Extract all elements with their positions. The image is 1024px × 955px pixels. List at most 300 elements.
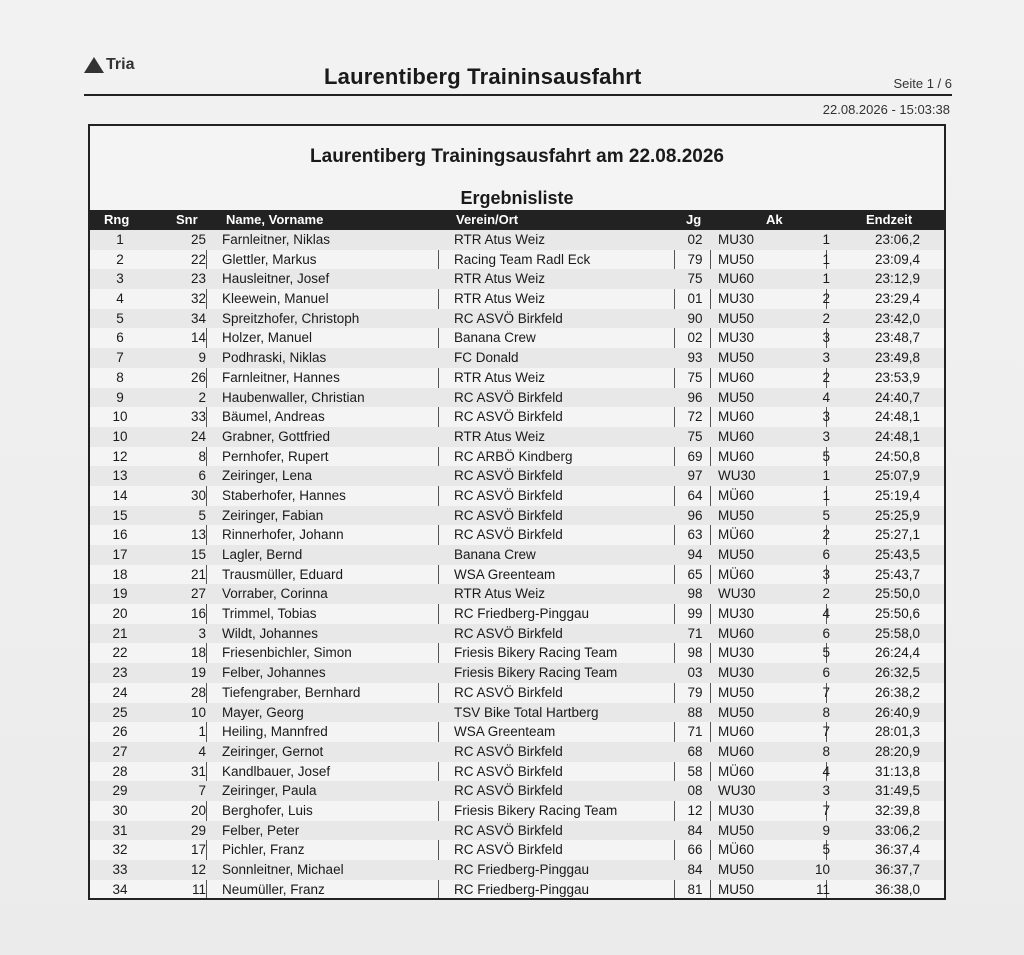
cell-class-rank: 8: [822, 743, 830, 759]
cell-start-number: 28: [190, 684, 206, 700]
cell-birth-year: 58: [687, 763, 703, 779]
cell-start-number: 13: [190, 527, 206, 543]
logo-text: Tria: [106, 56, 135, 73]
cell-finish-time: 33:06,2: [874, 822, 920, 838]
cell-start-number: 31: [190, 763, 206, 779]
table-row: [90, 525, 944, 545]
cell-start-number: 14: [190, 330, 206, 346]
cell-finish-time: 26:24,4: [874, 645, 920, 661]
cell-name: Glettler, Markus: [222, 251, 317, 267]
cell-age-class: MU30: [718, 645, 755, 661]
results-box: [88, 124, 946, 900]
cell-name: Vorraber, Corinna: [222, 586, 328, 602]
cell-class-rank: 10: [814, 862, 830, 877]
cell-name: Neumüller, Franz: [222, 881, 325, 897]
table-row: [90, 624, 944, 644]
table-row: [90, 545, 944, 565]
cell-start-number: 23: [190, 271, 206, 287]
cell-age-class: MU60: [718, 724, 755, 740]
cell-finish-time: 36:37,4: [874, 842, 920, 858]
cell-start-number: 4: [198, 743, 206, 759]
cell-club: Racing Team Radl Eck: [454, 251, 591, 267]
cell-finish-time: 28:01,3: [874, 724, 920, 740]
cell-name: Mayer, Georg: [222, 704, 304, 720]
cell-finish-time: 23:12,9: [874, 271, 920, 287]
cell-start-number: 6: [198, 468, 206, 484]
cell-club: WSA Greenteam: [454, 566, 556, 582]
cell-age-class: MU60: [718, 409, 755, 425]
table-row: [90, 486, 944, 506]
cell-name: Friesenbichler, Simon: [222, 645, 352, 661]
table-row: [90, 742, 944, 762]
cell-class-rank: 3: [822, 409, 830, 425]
cell-birth-year: 90: [687, 310, 703, 326]
cell-age-class: MÜ60: [718, 527, 755, 543]
cell-rank: 24: [112, 684, 128, 700]
cell-class-rank: 4: [822, 763, 830, 779]
cell-name: Tiefengraber, Bernhard: [222, 684, 361, 700]
cell-name: Pichler, Franz: [222, 842, 305, 858]
cell-finish-time: 23:29,4: [874, 291, 920, 307]
cell-age-class: WU30: [718, 586, 756, 602]
cell-club: RC ASVÖ Birkfeld: [454, 684, 563, 700]
table-row: [90, 328, 944, 348]
cell-age-class: MU50: [718, 507, 755, 523]
table-row: [90, 840, 944, 860]
cell-club: Banana Crew: [454, 330, 536, 346]
triangle-logo-icon: [84, 57, 104, 73]
table-row: [90, 801, 944, 821]
cell-class-rank: 6: [822, 665, 830, 681]
cell-rank: 30: [112, 802, 128, 818]
cell-class-rank: 7: [822, 684, 830, 700]
cell-club: RC ASVÖ Birkfeld: [454, 822, 563, 838]
cell-finish-time: 31:13,8: [874, 763, 920, 779]
table-row: [90, 368, 944, 388]
cell-age-class: MU50: [718, 881, 755, 897]
cell-class-rank: 2: [822, 310, 830, 326]
cell-class-rank: 8: [822, 704, 830, 720]
cell-start-number: 34: [190, 310, 206, 326]
cell-start-number: 17: [190, 842, 206, 858]
cell-rank: 5: [116, 310, 124, 326]
cell-class-rank: 11: [815, 881, 830, 897]
cell-name: Zeiringer, Gernot: [222, 743, 324, 759]
header-divider: [84, 94, 952, 96]
cell-name: Hausleitner, Josef: [222, 271, 330, 287]
cell-birth-year: 98: [687, 586, 703, 602]
table-row: [90, 880, 944, 900]
cell-birth-year: 97: [687, 468, 703, 484]
cell-rank: 15: [112, 507, 128, 523]
cell-name: Zeiringer, Paula: [222, 783, 317, 799]
cell-class-rank: 5: [822, 645, 830, 661]
cell-name: Spreitzhofer, Christoph: [222, 310, 360, 326]
cell-club: RC ASVÖ Birkfeld: [454, 507, 563, 523]
cell-rank: 32: [112, 842, 128, 858]
cell-finish-time: 25:43,5: [874, 547, 920, 562]
cell-club: Friesis Bikery Racing Team: [454, 802, 618, 818]
cell-name: Felber, Johannes: [222, 665, 326, 681]
cell-age-class: MU50: [718, 822, 755, 838]
cell-name: Berghofer, Luis: [222, 802, 313, 818]
cell-finish-time: 36:37,7: [874, 862, 920, 877]
cell-age-class: MU50: [718, 862, 755, 877]
cell-class-rank: 7: [822, 802, 830, 818]
cell-class-rank: 1: [822, 251, 830, 267]
cell-start-number: 2: [198, 389, 206, 405]
col-header-rng: Rng: [104, 212, 130, 227]
cell-name: Farnleitner, Niklas: [222, 232, 331, 247]
cell-birth-year: 08: [687, 783, 703, 799]
cell-name: Bäumel, Andreas: [222, 409, 325, 425]
table-row: [90, 722, 944, 742]
cell-rank: 14: [112, 487, 128, 503]
cell-birth-year: 94: [687, 547, 703, 562]
cell-club: WSA Greenteam: [454, 724, 556, 740]
col-header-endzeit: Endzeit: [866, 212, 913, 227]
cell-rank: 34: [112, 881, 128, 897]
cell-birth-year: 69: [687, 448, 703, 464]
cell-finish-time: 31:49,5: [874, 783, 920, 799]
table-row: [90, 269, 944, 289]
cell-club: RC Friedberg-Pinggau: [454, 862, 590, 877]
cell-start-number: 1: [198, 724, 206, 740]
cell-birth-year: 68: [687, 743, 703, 759]
cell-start-number: 15: [190, 547, 206, 562]
cell-start-number: 12: [190, 862, 206, 877]
cell-club: Friesis Bikery Racing Team: [454, 665, 618, 681]
cell-age-class: MU50: [718, 310, 755, 326]
cell-club: RC ASVÖ Birkfeld: [454, 842, 563, 858]
cell-name: Felber, Peter: [222, 822, 300, 838]
cell-finish-time: 25:25,9: [874, 507, 920, 523]
table-row: [90, 506, 944, 526]
table-row: [90, 466, 944, 486]
cell-name: Wildt, Johannes: [222, 625, 319, 641]
cell-birth-year: 75: [687, 428, 703, 444]
cell-start-number: 7: [198, 783, 206, 799]
cell-finish-time: 26:32,5: [874, 665, 920, 681]
cell-club: RC ASVÖ Birkfeld: [454, 743, 563, 759]
cell-age-class: MU30: [718, 291, 755, 307]
cell-class-rank: 6: [822, 547, 830, 562]
cell-start-number: 11: [191, 881, 206, 897]
cell-club: RC Friedberg-Pinggau: [454, 881, 590, 897]
tria-logo: [84, 56, 134, 74]
cell-class-rank: 3: [822, 350, 830, 366]
cell-birth-year: 63: [687, 527, 703, 543]
cell-name: Staberhofer, Hannes: [222, 487, 346, 503]
table-row: [90, 762, 944, 782]
cell-club: RC Friedberg-Pinggau: [454, 606, 590, 622]
cell-age-class: MU50: [718, 684, 755, 700]
cell-club: RC ASVÖ Birkfeld: [454, 783, 563, 799]
cell-age-class: MÜ60: [718, 842, 755, 858]
cell-club: TSV Bike Total Hartberg: [454, 704, 599, 720]
cell-club: RC ASVÖ Birkfeld: [454, 763, 563, 779]
cell-age-class: MU50: [718, 547, 755, 562]
cell-start-number: 20: [190, 802, 206, 818]
cell-birth-year: 96: [687, 507, 703, 523]
table-row: [90, 860, 944, 880]
cell-name: Trimmel, Tobias: [222, 606, 317, 622]
cell-class-rank: 4: [822, 606, 830, 622]
cell-class-rank: 4: [822, 389, 830, 405]
cell-club: RTR Atus Weiz: [454, 369, 546, 385]
cell-age-class: MU60: [718, 428, 755, 444]
cell-club: RTR Atus Weiz: [454, 586, 546, 602]
page-number: Seite 1 / 6: [893, 76, 952, 91]
cell-club: RC ASVÖ Birkfeld: [454, 409, 563, 425]
cell-age-class: MÜ60: [718, 763, 755, 779]
cell-finish-time: 23:42,0: [874, 310, 920, 326]
cell-birth-year: 75: [687, 369, 703, 385]
cell-age-class: MU50: [718, 251, 755, 267]
table-header: [90, 210, 944, 230]
cell-name: Kandlbauer, Josef: [222, 763, 331, 779]
cell-rank: 23: [112, 665, 128, 681]
cell-class-rank: 3: [822, 428, 830, 444]
cell-finish-time: 23:06,2: [874, 232, 920, 247]
cell-class-rank: 2: [822, 291, 830, 307]
cell-rank: 27: [112, 743, 128, 759]
cell-finish-time: 24:40,7: [874, 389, 920, 405]
cell-age-class: MU60: [718, 369, 755, 385]
col-header-jg: Jg: [686, 212, 702, 227]
cell-club: RTR Atus Weiz: [454, 291, 546, 307]
cell-finish-time: 24:48,1: [874, 409, 920, 425]
cell-name: Rinnerhofer, Johann: [222, 527, 344, 543]
cell-rank: 28: [112, 763, 128, 779]
cell-age-class: MU30: [718, 802, 755, 818]
cell-class-rank: 2: [822, 586, 830, 602]
cell-start-number: 16: [190, 606, 206, 622]
table-row: [90, 427, 944, 447]
cell-finish-time: 32:39,8: [874, 802, 920, 818]
cell-class-rank: 9: [822, 822, 830, 838]
cell-rank: 10: [112, 409, 128, 425]
cell-birth-year: 88: [687, 704, 703, 720]
cell-name: Zeiringer, Fabian: [222, 507, 324, 523]
cell-club: RC ASVÖ Birkfeld: [454, 487, 563, 503]
cell-finish-time: 25:50,0: [874, 586, 920, 602]
cell-birth-year: 84: [687, 822, 703, 838]
cell-finish-time: 25:58,0: [874, 625, 920, 641]
table-row: [90, 407, 944, 427]
cell-birth-year: 64: [687, 487, 703, 503]
cell-class-rank: 2: [822, 369, 830, 385]
cell-age-class: MU50: [718, 389, 755, 405]
cell-name: Farnleitner, Hannes: [222, 369, 340, 385]
cell-age-class: MU30: [718, 606, 755, 622]
cell-birth-year: 96: [687, 389, 703, 405]
cell-birth-year: 71: [687, 625, 703, 641]
cell-finish-time: 25:19,4: [874, 487, 920, 503]
cell-rank: 19: [112, 586, 128, 602]
cell-finish-time: 24:48,1: [874, 428, 920, 444]
cell-club: RC ASVÖ Birkfeld: [454, 468, 563, 484]
cell-class-rank: 1: [822, 232, 830, 247]
cell-age-class: MU50: [718, 350, 755, 366]
cell-class-rank: 5: [822, 448, 830, 464]
cell-start-number: 25: [190, 232, 206, 247]
cell-club: RC ASVÖ Birkfeld: [454, 527, 563, 543]
cell-name: Heiling, Mannfred: [222, 724, 328, 740]
cell-start-number: 27: [190, 586, 206, 602]
cell-name: Trausmüller, Eduard: [222, 566, 344, 582]
cell-class-rank: 1: [822, 487, 830, 503]
table-row: [90, 230, 944, 250]
cell-club: RTR Atus Weiz: [454, 271, 546, 287]
cell-club: Banana Crew: [454, 547, 536, 562]
cell-birth-year: 93: [687, 350, 703, 366]
cell-age-class: MU60: [718, 448, 755, 464]
table-row: [90, 388, 944, 408]
cell-name: Kleewein, Manuel: [222, 291, 329, 307]
cell-finish-time: 25:27,1: [874, 527, 920, 543]
cell-age-class: WU30: [718, 783, 756, 799]
cell-rank: 13: [112, 468, 128, 484]
cell-start-number: 5: [198, 507, 206, 523]
cell-class-rank: 5: [822, 507, 830, 523]
cell-age-class: MU50: [718, 704, 755, 720]
table-row: [90, 348, 944, 368]
cell-start-number: 24: [190, 428, 206, 444]
cell-finish-time: 26:40,9: [874, 704, 920, 720]
cell-rank: 17: [112, 547, 128, 562]
cell-rank: 12: [112, 448, 128, 464]
cell-finish-time: 23:09,4: [874, 251, 920, 267]
cell-start-number: 29: [190, 822, 206, 838]
cell-rank: 1: [116, 232, 124, 247]
cell-start-number: 10: [190, 704, 206, 720]
cell-rank: 8: [116, 369, 124, 385]
cell-rank: 9: [116, 389, 124, 405]
table-row: [90, 289, 944, 309]
cell-club: RC ASVÖ Birkfeld: [454, 389, 563, 405]
cell-birth-year: 03: [687, 665, 703, 681]
cell-finish-time: 23:48,7: [874, 330, 920, 346]
cell-name: Lagler, Bernd: [222, 547, 303, 562]
cell-class-rank: 7: [822, 724, 830, 740]
cell-class-rank: 2: [822, 527, 830, 543]
col-header-ak: Ak: [766, 212, 783, 227]
cell-rank: 21: [112, 625, 128, 641]
cell-birth-year: 98: [687, 645, 703, 661]
cell-rank: 26: [112, 724, 128, 740]
table-row: [90, 447, 944, 467]
cell-finish-time: 25:07,9: [874, 468, 920, 484]
cell-rank: 16: [112, 527, 128, 543]
cell-club: RTR Atus Weiz: [454, 428, 546, 444]
cell-club: RTR Atus Weiz: [454, 232, 546, 247]
results-table-body: [90, 230, 944, 899]
page-title: Laurentiberg Traininsausfahrt: [324, 64, 642, 89]
cell-age-class: MÜ60: [718, 487, 755, 503]
cell-birth-year: 81: [687, 881, 703, 897]
cell-birth-year: 71: [687, 724, 703, 740]
cell-birth-year: 75: [687, 271, 703, 287]
table-row: [90, 821, 944, 841]
cell-finish-time: 28:20,9: [874, 743, 920, 759]
cell-start-number: 30: [190, 487, 206, 503]
cell-birth-year: 84: [687, 862, 703, 877]
cell-class-rank: 5: [822, 842, 830, 858]
cell-finish-time: 26:38,2: [874, 684, 920, 700]
table-row: [90, 663, 944, 683]
cell-rank: 20: [112, 606, 128, 622]
cell-rank: 25: [112, 704, 128, 720]
cell-age-class: WU30: [718, 468, 756, 484]
cell-birth-year: 12: [687, 802, 703, 818]
cell-birth-year: 65: [687, 566, 703, 582]
cell-club: RC ASVÖ Birkfeld: [454, 310, 563, 326]
cell-rank: 29: [112, 783, 128, 799]
cell-age-class: MU60: [718, 271, 755, 287]
cell-age-class: MU60: [718, 625, 755, 641]
cell-age-class: MU30: [718, 665, 755, 681]
cell-class-rank: 3: [822, 330, 830, 346]
cell-class-rank: 3: [822, 566, 830, 582]
cell-club: FC Donald: [454, 350, 519, 366]
cell-birth-year: 02: [687, 330, 703, 346]
cell-rank: 31: [112, 822, 128, 838]
cell-age-class: MÜ60: [718, 566, 755, 582]
cell-age-class: MU30: [718, 232, 755, 247]
table-row: [90, 683, 944, 703]
cell-start-number: 3: [198, 625, 206, 641]
table-row: [90, 643, 944, 663]
cell-finish-time: 23:53,9: [874, 369, 920, 385]
cell-class-rank: 1: [822, 271, 830, 287]
cell-birth-year: 66: [687, 842, 703, 858]
cell-birth-year: 99: [687, 606, 703, 622]
col-header-snr: Snr: [176, 212, 198, 227]
cell-rank: 7: [116, 350, 124, 366]
col-header-verein: Verein/Ort: [456, 212, 519, 227]
cell-start-number: 33: [190, 409, 206, 425]
cell-age-class: MU30: [718, 330, 755, 346]
cell-class-rank: 1: [822, 468, 830, 484]
col-header-name: Name, Vorname: [226, 212, 324, 227]
cell-start-number: 22: [190, 251, 206, 267]
cell-finish-time: 25:43,7: [874, 566, 920, 582]
print-datetime: 22.08.2026 - 15:03:38: [822, 102, 950, 117]
cell-finish-time: 24:50,8: [874, 448, 920, 464]
cell-name: Sonnleitner, Michael: [222, 862, 344, 877]
cell-birth-year: 01: [687, 291, 703, 307]
cell-club: RC ASVÖ Birkfeld: [454, 625, 563, 641]
table-row: [90, 703, 944, 723]
cell-name: Pernhofer, Rupert: [222, 448, 329, 464]
cell-name: Holzer, Manuel: [222, 330, 313, 346]
cell-club: RC ARBÖ Kindberg: [454, 448, 573, 464]
cell-start-number: 9: [198, 350, 206, 366]
cell-rank: 10: [112, 428, 128, 444]
table-row: [90, 584, 944, 604]
cell-class-rank: 6: [822, 625, 830, 641]
cell-club: Friesis Bikery Racing Team: [454, 645, 618, 661]
cell-start-number: 26: [190, 369, 206, 385]
cell-class-rank: 3: [822, 783, 830, 799]
cell-birth-year: 79: [687, 251, 703, 267]
cell-name: Podhraski, Niklas: [222, 350, 327, 366]
table-row: [90, 604, 944, 624]
table-row: [90, 781, 944, 801]
cell-rank: 2: [116, 251, 124, 267]
cell-rank: 6: [116, 330, 124, 346]
